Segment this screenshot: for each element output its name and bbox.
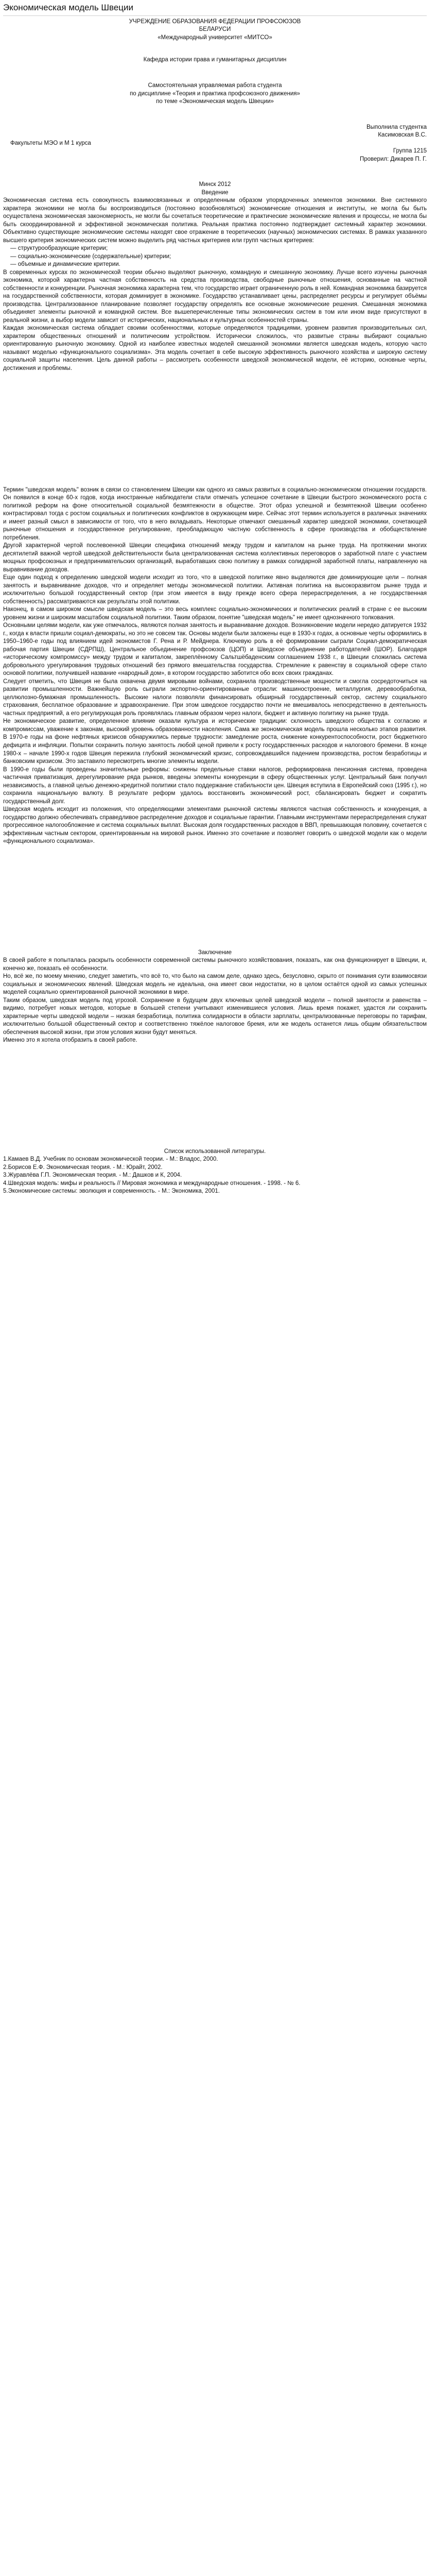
reference-item: 4.Шведская модель: мифы и реальность // Мировая экономика и международные отношения. - 1998. - № 6.: [3, 1180, 301, 1187]
main-body-section: [3, 486, 427, 846]
conclusion-section: [3, 957, 427, 1045]
body-paragraph: Еще один подход к определению шведской модели исходит из того, что в шведской политике явно выделяются две доминирующие цели – полная занятость и выравнивание доходов, что и определяет методы экономической политики. Активная политика на высокоразвитом рынке труда и исключительно большой государственный сектор (при этом имеется в виду прежде всего сфера перераспределения, а не государственная собственность) рассматриваются как результаты этой политики.: [3, 574, 427, 605]
body-paragraph: Шведская модель исходит из положения, что определяющими элементами рыночной системы являются частная собственность и конкуренция, а государство должно обеспечивать справедливое распределение доходов и социальные гарантии. Главными инструментами перераспределения служат прогрессивное налогообложение и система социальных выплат. Высокая доля государственных расходов в ВВП, превышающая половину, сочетается с эффективным частным сектором, ориентированным на мировой рынок. Именно это сочетание и позволяет говорить о шведской модели как о модели «функционального социализма».: [3, 806, 427, 845]
body-paragraph: Основными целями модели, как уже отмечалось, являются полная занятость и выравнивание доходов. Возникновение модели нередко датируется 1932 г., когда к власти пришли социал-демократы, но это не совсем так. Основы модели были заложены еще в 1930-х годах, а основные черты оформились в 1950–1960-е годы под влиянием идей экономистов Г. Рена и Р. Мейднера. Ключевую роль в её формировании сыграли Социал-демократическая рабочая партия Швеции (СДРПШ), Центральное объединение профсоюзов (ЦОП) и Шведское объединение работодателей (ШОР). Благодаря «историческому компромиссу» между трудом и капиталом, закреплённому Сальтшёбаденским соглашением 1938 г., в Швеции сложилась система добровольного урегулирования трудовых отношений без прямого вмешательства государства. Стремление к равенству в социальной сфере стало основой политики, получившей название «народный дом», в котором государство заботится обо всех своих гражданах.: [3, 622, 427, 677]
intro-heading: Введение: [201, 189, 229, 196]
body-paragraph: Следует отметить, что Швеция не была охвачена двумя мировыми войнами, сохранила производственные мощности и смогла сосредоточиться на развитии промышленности. Важнейшую роль сыграли экспортно-ориентированные отрасли: машиностроение, металлургия, деревообработка, целлюлозно-бумажная промышленность. Высокие налоги позволяли финансировать обширный государственный сектор, систему социального страхования, бесплатное образование и здравоохранение. При этом шведское государство почти не вмешивалось непосредственно в деятельность частных предприятий, а его регулирующая роль проявлялась главным образом через налоги, бюджет и активную политику на рынке труда.: [3, 678, 427, 717]
references-heading: Список использованной литературы.: [164, 1148, 266, 1155]
department-line: Кафедра истории права и гуманитарных дисциплин: [143, 57, 287, 63]
university-header: [3, 18, 427, 42]
institution-line-2: БЕЛАРУСИ: [199, 26, 231, 33]
criteria-item: — объемные и динамические критерии.: [10, 261, 120, 268]
criteria-item: — структурообразующие критерии;: [10, 245, 108, 252]
checked-by: Проверил: Дикарев П. Г.: [359, 156, 427, 162]
intro-paragraph: Экономическая система есть совокупность взаимосвязанных и определенным образом упорядоченных элементов экономики. Вне системного характера экономики не могла бы воспроизводиться (постоянно возобновляться) экономические отношения и институты, не могла бы быть осуществлена экономическая закономерность, не могли бы сочетаться теоретические и практические экономические явления и процессы, не могла бы быть скоординированной и эффективной экономическая политика. Реальная практика постоянно подтверждает системный характер экономики. Объективно существующие экономические системы находят свое отражение в теоретических (научных) экономических системах. В рамках указанного высшего критерия экономических систем можно выделить ряд частных критериев или групп частных критериев:: [3, 197, 427, 244]
faculty-course: Факультеты МЭО и М 1 курса: [10, 140, 91, 146]
work-type: Самостоятельная управляемая работа студента: [148, 82, 282, 89]
reference-item: 3.Журавлёва Г.П. Экономическая теория. - М.: Дашков и К, 2004.: [3, 1172, 182, 1179]
institution-line-1: УЧРЕЖДЕНИЕ ОБРАЗОВАНИЯ ФЕДЕРАЦИИ ПРОФСОЮЗОВ: [129, 18, 301, 25]
intro-section: [3, 197, 427, 372]
intro-paragraph: Каждая экономическая система обладает своими особенностями, которые определяются традициями, уровнем развития производительных сил, характером общественных отношений и политическим устройством. Исторически сложилось, что развитые страны выбирают социально ориентированную рыночную экономику. Одной из наиболее известных моделей смешанной экономики является шведская модель, которую часто называют моделью «функционального социализма». Эта модель сочетает в себе высокую эффективность рыночного хозяйства и широкую систему социальной защиты населения. Цель данной работы – рассмотреть особенности шведской экономической модели, её историю, основные черты, достижения и проблемы.: [3, 325, 427, 371]
body-paragraph: Термин "шведская модель" возник в связи со становлением Швеции как одного из самых развитых в социально-экономическом отношении государств. Он появился в конце 60-х годов, когда иностранные наблюдатели стали отмечать успешное сочетание в Швеции быстрого экономического роста с политикой реформ на фоне относительной социальной безмятежности в обществе. Этот образ успешной и безмятежной Швеции особенно контрастировал тогда с ростом социальных и политических конфликтов в окружающем мире. Сейчас этот термин используется в различных значениях и имеет разный смысл в зависимости от того, что в него вкладывать. Некоторые отмечают смешанный характер шведской экономики, сочетающей рыночные отношения и государственное регулирование, преобладающую частную собственность в сфере производства и обобществление потребления.: [3, 486, 427, 541]
body-paragraph: Другой характерной чертой послевоенной Швеции специфика отношений между трудом и капиталом на рынке труда. На протяжении многих десятилетий важной чертой шведской действительности была централизованная система коллективных переговоров о заработной плате с участием мощных профсоюзных и предпринимательских организаций, выработавших свою политику в рамках солидарной заработной платы, направленную на выравнивание доходов.: [3, 543, 427, 573]
conclusion-heading: Заключение: [198, 949, 232, 956]
conclusion-paragraph: Таким образом, шведская модель под угрозой. Сохранение в будущем двух ключевых целей шведской модели – полной занятости и равенства – видимо, потребует новых методов, которые в большей степени учитывают изменившиеся условия. Лишь время покажет, удастся ли сохранить характерные черты шведской модели – низкая безработица, политика солидарности в области зарплаты, централизованные переговоры по тарифам, исключительно большой общественный сектор и соответственно тяжёлое налоговое бремя, или же модель останется лишь общим обязательством обеспечения высокой жизни, при этом условия жизни будут меняться.: [3, 997, 427, 1036]
intro-paragraph: В современных курсах по экономической теории обычно выделяют рыночную, командную и смешанную экономику. Лучше всего изучены рыночная экономика, которой характерна частная собственность на средства производства, свободные рыночные отношения, основанные на частной собственности и конкуренции. Рыночная экономика характерна тем, что государство играет ограниченную роль в ней. Командная экономика базируется на государственной собственности, которая доминирует в экономике. Государство устанавливает цены, распределяет ресурсы и регулирует объёмы производства. Централизованное планирование позволяет государству определять все основные экономические решения. Смешанная экономика объединяет элементы рыночной и командной систем. Все вышеперечисленные типы экономических систем в том или ином виде присутствуют в реальной жизни, а выбор модели зависит от исторических, национальных и культурных особенностей страны.: [3, 269, 427, 324]
performed-by: Выполнила студентка: [366, 124, 427, 130]
student-name: Касимовская В.С.: [378, 132, 427, 139]
document-title: Экономическая модель Швеции: [3, 2, 427, 16]
institution-line-3: «Международный университет «МИТСО»: [158, 34, 272, 41]
city-year: Минск 2012: [199, 181, 231, 188]
body-paragraph: Наконец, в самом широком смысле шведская модель – это весь комплекс социально-экономических и политических реалий в стране с ее высоким уровнем жизни и широким масштабом социальной политики. Таким образом, понятие "шведская модель" не имеет однозначного толкования.: [3, 606, 427, 621]
criteria-item: — социально-экономические (содержательные) критерии;: [10, 253, 171, 260]
faculty-row: [3, 140, 427, 148]
conclusion-paragraph: В своей работе я попыталась раскрыть особенности современной системы рыночного хозяйствования, показать, как она функционирует в Швеции, и, конечно же, показать её особенности.: [3, 957, 427, 972]
reference-item: 1.Камаев В.Д. Учебник по основам экономической теории. - М.: Владос, 2000.: [3, 1156, 218, 1163]
criteria-list: [3, 245, 427, 269]
reference-item: 5.Экономические системы: эволюция и современность. - М.: Экономика, 2001.: [3, 1188, 220, 1195]
topic-line: по теме «Экономическая модель Швеции»: [156, 98, 274, 105]
conclusion-paragraph: Именно это я хотела отобразить в своей работе.: [3, 1037, 137, 1044]
body-paragraph: Не экономическое развитие, определенное влияние оказали культура и исторические традиции: склонность шведского общества к согласию и компромиссам, уважение к законам, высокий уровень образованности населения. Сама же экономическая модель прошла несколько этапов развития. В 1970-е годы на фоне нефтяных кризисов обнаружились первые трудности: замедление роста, снижение конкурентоспособности, рост бюджетного дефицита и инфляции. Попытки сохранить полную занятость любой ценой привели к росту государственных расходов и налогового бремени. В конце 1980-х – начале 1990-х годов Швеция пережила глубокий экономический кризис, сопровождавшийся падением производства, ростом безработицы и банковским кризисом. Это заставило пересмотреть многие элементы модели.: [3, 718, 427, 765]
body-paragraph: В 1990-е годы были проведены значительные реформы: снижены предельные ставки налогов, реформирована пенсионная система, проведена частичная приватизация, дерегулирование ряда рынков, введены элементы конкуренции в сферу общественных услуг. Центральный банк получил независимость, а главной целью денежно-кредитной политики стало поддержание стабильности цен. Швеция вступила в Европейский союз (1995 г.), но сохранила национальную валюту. В результате реформ удалось восстановить экономический рост, сбалансировать бюджет и сократить государственный долг.: [3, 766, 427, 805]
conclusion-paragraph: Но, всё же, по моему мнению, следует заметить, что всё то, что было на самом деле, однако здесь, безусловно, скрыто от понимания сути взаимосвязи социальных и экономических явлений. Шведская модель не идеальна, она имеет свои недостатки, но в целом остаётся одной из самых успешных моделей социально ориентированной рыночной экономики в мире.: [3, 973, 427, 996]
discipline-line: по дисциплине «Теория и практика профсоюзного движения»: [130, 90, 300, 97]
group-number: Группа 1215: [393, 148, 427, 155]
references-list: [3, 1156, 427, 1196]
reference-item: 2.Борисов Е.Ф. Экономическая теория. - М.: Юрайт, 2002.: [3, 1164, 163, 1171]
document-page: [0, 0, 430, 1216]
